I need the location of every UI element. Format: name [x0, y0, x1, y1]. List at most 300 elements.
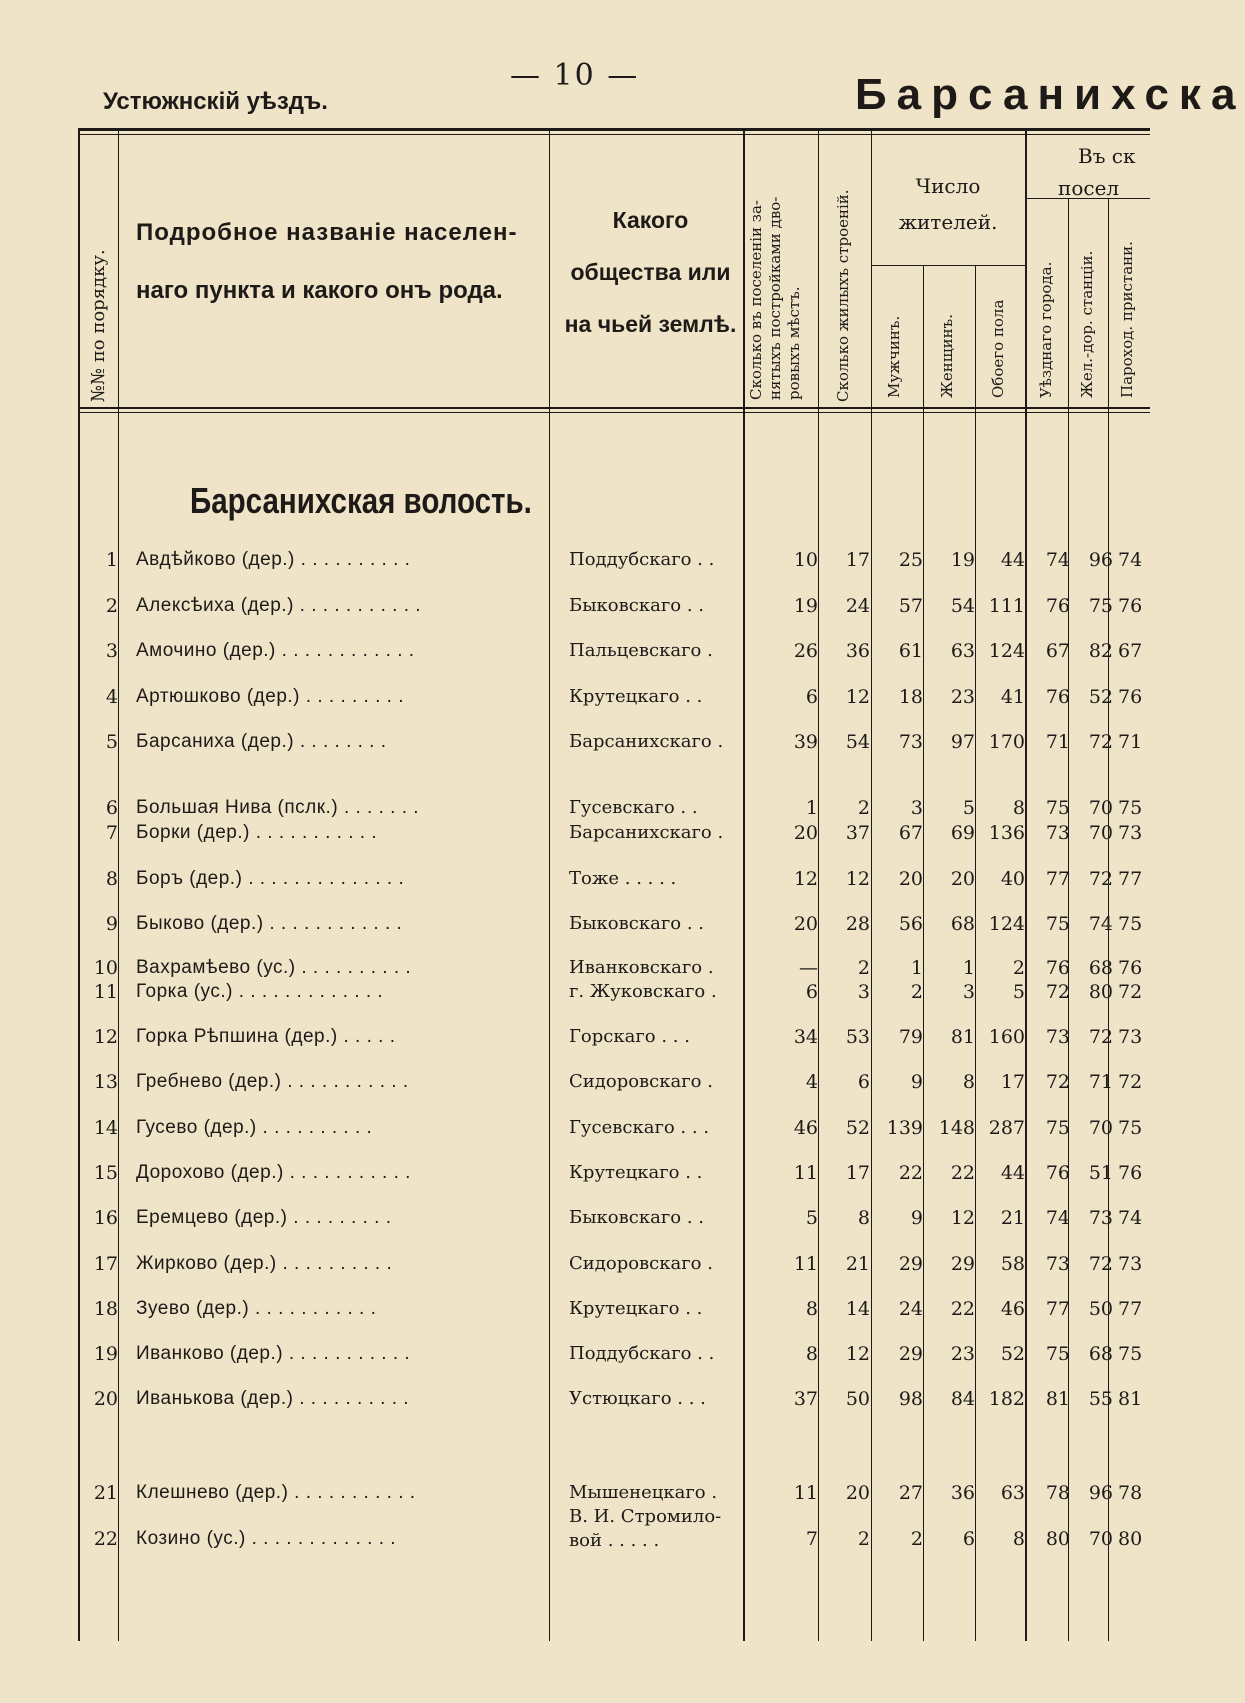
dist-town: 74	[1045, 1207, 1070, 1229]
dist-rail: 52	[1088, 686, 1113, 708]
col-households-header	[747, 197, 804, 400]
dist-pier: 77	[1118, 1298, 1143, 1320]
dist-rail: 51	[1088, 1162, 1113, 1184]
society-name: Крутецкаго . .	[569, 1162, 703, 1183]
households-count: 12	[793, 868, 818, 890]
households-count: 46	[793, 1117, 818, 1139]
households-count: 7	[805, 1528, 818, 1550]
society-name: Барсанихскаго .	[569, 822, 724, 843]
col-households-line: ровыхъ мѣстъ.	[785, 286, 803, 400]
dist-rail: 70	[1088, 797, 1113, 819]
society-name: Крутецкаго . .	[569, 686, 703, 707]
men-count: 27	[898, 1482, 923, 1504]
buildings-count: 2	[857, 957, 870, 979]
volost-running-title: Барсанихска	[855, 70, 1245, 119]
buildings-count: 37	[845, 822, 870, 844]
dist-town: 76	[1045, 957, 1070, 979]
dist-town: 67	[1045, 640, 1070, 662]
dist-rail: 72	[1088, 1026, 1113, 1048]
table-row	[0, 640, 1150, 664]
table-row	[0, 549, 1150, 573]
row-number: 13	[93, 1071, 118, 1093]
settlement-name: Амочино (дер.) . . . . . . . . . . . .	[136, 640, 415, 661]
households-count: 19	[793, 595, 818, 617]
row-number: 14	[93, 1117, 118, 1139]
row-number: 18	[93, 1298, 118, 1320]
men-count: 29	[898, 1253, 923, 1275]
dist-town: 72	[1045, 1071, 1070, 1093]
women-count: 63	[950, 640, 975, 662]
population-subrule	[871, 265, 1025, 266]
dist-rail: 70	[1088, 1117, 1113, 1139]
men-count: 3	[910, 797, 923, 819]
row-number: 9	[105, 913, 118, 935]
dist-town: 78	[1045, 1482, 1070, 1504]
col-distance-line: посел	[1058, 176, 1120, 200]
dist-rail: 68	[1088, 1343, 1113, 1365]
men-count: 1	[910, 957, 923, 979]
total-count: 8	[1012, 1528, 1025, 1550]
dist-town: 76	[1045, 686, 1070, 708]
total-count: 44	[1000, 1162, 1025, 1184]
dist-town: 75	[1045, 797, 1070, 819]
dist-town: 73	[1045, 1026, 1070, 1048]
dist-rail: 82	[1088, 640, 1113, 662]
settlement-name: Большая Нива (пслк.) . . . . . . .	[136, 797, 420, 818]
col-name-line: наго пункта и какого онъ рода.	[136, 277, 503, 304]
men-count: 61	[898, 640, 923, 662]
table-row	[0, 1117, 1150, 1141]
col-households-line: нятыхъ постройками дво-	[766, 196, 784, 400]
total-count: 287	[988, 1117, 1025, 1139]
society-name: Крутецкаго . .	[569, 1298, 703, 1319]
women-count: 19	[950, 549, 975, 571]
society-name: Тоже . . . . .	[569, 868, 677, 889]
table-row	[0, 913, 1150, 937]
row-number: 1	[105, 549, 118, 571]
women-count: 1	[962, 957, 975, 979]
dist-pier: 72	[1118, 981, 1143, 1003]
dist-rail: 71	[1088, 1071, 1113, 1093]
dist-town: 76	[1045, 595, 1070, 617]
women-count: 6	[962, 1528, 975, 1550]
settlement-name: Еремцево (дер.) . . . . . . . . .	[136, 1207, 392, 1228]
households-count: 6	[805, 686, 818, 708]
col-buildings-header: Сколько жилыхъ строеній.	[834, 189, 852, 402]
col-households-line: Сколько въ поселеніи за-	[747, 200, 765, 400]
dist-pier: 76	[1118, 686, 1143, 708]
men-count: 57	[898, 595, 923, 617]
dist-town: 76	[1045, 1162, 1070, 1184]
dist-pier: 75	[1118, 913, 1143, 935]
col-society-header	[558, 194, 743, 350]
settlement-name: Иванково (дер.) . . . . . . . . . . .	[136, 1343, 411, 1364]
buildings-count: 12	[845, 1343, 870, 1365]
total-count: 182	[988, 1388, 1025, 1410]
men-count: 25	[898, 549, 923, 571]
dist-pier: 74	[1118, 1207, 1143, 1229]
total-count: 124	[988, 640, 1025, 662]
uezd-title: Устюжнскій уѣздъ.	[103, 88, 328, 115]
households-count: 20	[793, 822, 818, 844]
col-distance-header	[1058, 140, 1158, 204]
row-number: 4	[105, 686, 118, 708]
row-number: 3	[105, 640, 118, 662]
settlement-name: Горка Рѣпшина (дер.) . . . . .	[136, 1026, 396, 1047]
table-row	[0, 1506, 1150, 1552]
buildings-count: 50	[845, 1388, 870, 1410]
dist-pier: 75	[1118, 1343, 1143, 1365]
total-count: 44	[1000, 549, 1025, 571]
settlement-name: Вахрамѣево (ус.) . . . . . . . . . .	[136, 957, 412, 978]
women-count: 12	[950, 1207, 975, 1229]
buildings-count: 17	[845, 1162, 870, 1184]
dist-town: 75	[1045, 1343, 1070, 1365]
households-count: 10	[793, 549, 818, 571]
women-count: 5	[962, 797, 975, 819]
buildings-count: 3	[857, 981, 870, 1003]
total-count: 52	[1000, 1343, 1025, 1365]
settlement-name: Гребнево (дер.) . . . . . . . . . . .	[136, 1071, 409, 1092]
table-row	[0, 822, 1150, 846]
dist-town: 74	[1045, 549, 1070, 571]
dist-pier: 75	[1118, 1117, 1143, 1139]
row-number: 17	[93, 1253, 118, 1275]
society-name: Сидоровскаго .	[569, 1253, 713, 1274]
row-number: 21	[93, 1482, 118, 1504]
society-name-cont: вой . . . . .	[569, 1530, 660, 1551]
men-count: 29	[898, 1343, 923, 1365]
row-number: 7	[105, 822, 118, 844]
col-population-header	[871, 168, 1025, 240]
total-count: 40	[1000, 868, 1025, 890]
dist-pier: 67	[1118, 640, 1143, 662]
dist-pier: 73	[1118, 1253, 1143, 1275]
men-count: 18	[898, 686, 923, 708]
col-society-line: на чьей землѣ.	[564, 311, 737, 337]
row-number: 11	[93, 981, 118, 1003]
col-name-header	[136, 208, 536, 316]
row-number: 5	[105, 731, 118, 753]
dist-rail: 73	[1088, 1207, 1113, 1229]
buildings-count: 6	[857, 1071, 870, 1093]
total-count: 21	[1000, 1207, 1025, 1229]
settlement-name: Гусево (дер.) . . . . . . . . . .	[136, 1117, 373, 1138]
households-count: 4	[805, 1071, 818, 1093]
dist-rail: 74	[1088, 913, 1113, 935]
row-number: 15	[93, 1162, 118, 1184]
buildings-count: 53	[845, 1026, 870, 1048]
society-name: Быковскаго . .	[569, 595, 704, 616]
women-count: 81	[950, 1026, 975, 1048]
col-town-header: Уѣзднаго города.	[1037, 261, 1055, 398]
buildings-count: 28	[845, 913, 870, 935]
settlement-name: Клешнево (дер.) . . . . . . . . . . .	[136, 1482, 416, 1503]
dist-town: 77	[1045, 1298, 1070, 1320]
buildings-count: 21	[845, 1253, 870, 1275]
table-row	[0, 957, 1150, 981]
total-count: 63	[1000, 1482, 1025, 1504]
total-count: 8	[1012, 797, 1025, 819]
table-row	[0, 868, 1150, 892]
women-count: 3	[962, 981, 975, 1003]
total-count: 170	[988, 731, 1025, 753]
total-count: 46	[1000, 1298, 1025, 1320]
women-count: 29	[950, 1253, 975, 1275]
men-count: 9	[910, 1071, 923, 1093]
women-count: 23	[950, 1343, 975, 1365]
men-count: 24	[898, 1298, 923, 1320]
society-name: Гусевскаго . .	[569, 797, 698, 818]
buildings-count: 12	[845, 868, 870, 890]
households-count: 26	[793, 640, 818, 662]
dist-rail: 70	[1088, 822, 1113, 844]
society-name: Поддубскаго . .	[569, 1343, 715, 1364]
total-count: 58	[1000, 1253, 1025, 1275]
settlement-name: Борки (дер.) . . . . . . . . . . .	[136, 822, 378, 843]
society-name: Быковскаго . .	[569, 1207, 704, 1228]
col-rule	[923, 265, 924, 1641]
buildings-count: 8	[857, 1207, 870, 1229]
row-number: 12	[93, 1026, 118, 1048]
total-count: 41	[1000, 686, 1025, 708]
row-number: 20	[93, 1388, 118, 1410]
men-count: 79	[898, 1026, 923, 1048]
col-society-line: общества или	[570, 259, 731, 285]
dist-pier: 78	[1118, 1482, 1143, 1504]
settlement-name: Козино (ус.) . . . . . . . . . . . . .	[136, 1528, 397, 1549]
dist-town: 73	[1045, 822, 1070, 844]
col-distance-line: Въ ск	[1078, 144, 1136, 168]
header-bottom-rule	[78, 407, 1150, 409]
households-count: 37	[793, 1388, 818, 1410]
table-row	[0, 1388, 1150, 1412]
households-count: 1	[805, 797, 818, 819]
row-number: 16	[93, 1207, 118, 1229]
row-number: 6	[105, 797, 118, 819]
table-row	[0, 1207, 1150, 1231]
dist-rail: 75	[1088, 595, 1113, 617]
dist-pier: 81	[1118, 1388, 1143, 1410]
society-name: Барсанихскаго .	[569, 731, 724, 752]
settlement-name: Алексѣиха (дер.) . . . . . . . . . . .	[136, 595, 422, 616]
women-count: 36	[950, 1482, 975, 1504]
buildings-count: 2	[857, 1528, 870, 1550]
buildings-count: 52	[845, 1117, 870, 1139]
society-name: Иванковскаго .	[569, 957, 714, 978]
men-count: 2	[910, 1528, 923, 1550]
households-count: 20	[793, 913, 818, 935]
women-count: 69	[950, 822, 975, 844]
dist-rail: 96	[1088, 1482, 1113, 1504]
dist-pier: 77	[1118, 868, 1143, 890]
buildings-count: 12	[845, 686, 870, 708]
col-rule	[975, 265, 976, 1641]
total-count: 136	[988, 822, 1025, 844]
households-count: 11	[793, 1253, 818, 1275]
col-name-line: Подробное названіе населен-	[136, 219, 518, 246]
page-number: — 10 —	[510, 58, 640, 93]
men-count: 20	[898, 868, 923, 890]
col-population-line: жителей.	[898, 210, 998, 234]
society-name: Поддубскаго . .	[569, 549, 715, 570]
total-count: 160	[988, 1026, 1025, 1048]
men-count: 73	[898, 731, 923, 753]
households-count: 5	[805, 1207, 818, 1229]
dist-rail: 70	[1088, 1528, 1113, 1550]
men-count: 2	[910, 981, 923, 1003]
total-count: 124	[988, 913, 1025, 935]
dist-pier: 72	[1118, 1071, 1143, 1093]
col-women-header: Женщинъ.	[938, 314, 956, 398]
row-number: 2	[105, 595, 118, 617]
col-both-header: Обоего пола	[989, 299, 1007, 398]
men-count: 22	[898, 1162, 923, 1184]
households-count: 6	[805, 981, 818, 1003]
buildings-count: 14	[845, 1298, 870, 1320]
col-rail-header: Жел.-дор. станціи.	[1078, 250, 1096, 398]
dist-town: 75	[1045, 913, 1070, 935]
dist-town: 80	[1045, 1528, 1070, 1550]
men-count: 139	[886, 1117, 923, 1139]
settlement-name: Жирково (дер.) . . . . . . . . . .	[136, 1253, 393, 1274]
settlement-name: Барсаниха (дер.) . . . . . . . .	[136, 731, 387, 752]
settlement-name: Боръ (дер.) . . . . . . . . . . . . . .	[136, 868, 405, 889]
buildings-count: 2	[857, 797, 870, 819]
table-row	[0, 1298, 1150, 1322]
settlement-name: Горка (ус.) . . . . . . . . . . . . .	[136, 981, 384, 1002]
buildings-count: 24	[845, 595, 870, 617]
buildings-count: 54	[845, 731, 870, 753]
settlement-name: Иванькова (дер.) . . . . . . . . . .	[136, 1388, 410, 1409]
men-count: 67	[898, 822, 923, 844]
buildings-count: 17	[845, 549, 870, 571]
dist-rail: 68	[1088, 957, 1113, 979]
dist-town: 81	[1045, 1388, 1070, 1410]
society-name: Гусевскаго . . .	[569, 1117, 710, 1138]
row-number: 19	[93, 1343, 118, 1365]
table-row	[0, 1482, 1150, 1506]
men-count: 56	[898, 913, 923, 935]
society-name: Устюцкаго . . .	[569, 1388, 706, 1409]
table-row	[0, 595, 1150, 619]
row-number: 8	[105, 868, 118, 890]
women-count: 22	[950, 1298, 975, 1320]
dist-pier: 80	[1118, 1528, 1143, 1550]
dist-rail: 50	[1088, 1298, 1113, 1320]
dist-town: 73	[1045, 1253, 1070, 1275]
women-count: 97	[950, 731, 975, 753]
women-count: 23	[950, 686, 975, 708]
dist-pier: 74	[1118, 549, 1143, 571]
households-count: 34	[793, 1026, 818, 1048]
households-count: 8	[805, 1298, 818, 1320]
buildings-count: 20	[845, 1482, 870, 1504]
society-name: В. И. Стромило-	[569, 1506, 722, 1527]
households-count: —	[799, 957, 818, 979]
table-row	[0, 1071, 1150, 1095]
dist-rail: 96	[1088, 549, 1113, 571]
table-row	[0, 686, 1150, 710]
households-count: 11	[793, 1482, 818, 1504]
men-count: 9	[910, 1207, 923, 1229]
section-title: Барсанихская волость.	[190, 480, 532, 521]
households-count: 8	[805, 1343, 818, 1365]
col-no-header: №№ по порядку.	[88, 249, 109, 402]
society-name: Горскаго . . .	[569, 1026, 690, 1047]
society-name: г. Жуковскаго .	[569, 981, 717, 1002]
dist-pier: 73	[1118, 1026, 1143, 1048]
women-count: 8	[962, 1071, 975, 1093]
total-count: 5	[1012, 981, 1025, 1003]
dist-pier: 76	[1118, 595, 1143, 617]
col-society-line: Какого	[612, 207, 689, 233]
settlement-name: Зуево (дер.) . . . . . . . . . . .	[136, 1298, 377, 1319]
women-count: 84	[950, 1388, 975, 1410]
men-count: 98	[898, 1388, 923, 1410]
dist-pier: 71	[1118, 731, 1143, 753]
total-count: 17	[1000, 1071, 1025, 1093]
dist-pier: 75	[1118, 797, 1143, 819]
top-rule-thin	[78, 134, 1150, 135]
table-row	[0, 1162, 1150, 1186]
table-row	[0, 1253, 1150, 1277]
total-count: 2	[1012, 957, 1025, 979]
dist-town: 75	[1045, 1117, 1070, 1139]
dist-rail: 72	[1088, 868, 1113, 890]
dist-pier: 73	[1118, 822, 1143, 844]
total-count: 111	[988, 595, 1025, 617]
dist-rail: 55	[1088, 1388, 1113, 1410]
col-pier-header: Пароход. пристани.	[1118, 241, 1136, 398]
table-row	[0, 797, 1150, 821]
settlement-name: Артюшково (дер.) . . . . . . . . .	[136, 686, 405, 707]
table-row	[0, 981, 1150, 1005]
col-men-header: Мужчинъ.	[885, 315, 903, 398]
society-name: Быковскаго . .	[569, 913, 704, 934]
dist-town: 77	[1045, 868, 1070, 890]
households-count: 11	[793, 1162, 818, 1184]
society-name: Мышенецкаго .	[569, 1482, 718, 1503]
women-count: 54	[950, 595, 975, 617]
header-bottom-rule-thin	[78, 412, 1150, 413]
table-row	[0, 731, 1150, 755]
top-double-rule	[78, 128, 1150, 131]
society-name: Пальцевскаго .	[569, 640, 713, 661]
col-population-line: Число	[915, 174, 981, 198]
dist-town: 71	[1045, 731, 1070, 753]
row-number: 10	[93, 957, 118, 979]
dist-pier: 76	[1118, 1162, 1143, 1184]
table-row	[0, 1343, 1150, 1367]
society-name: Сидоровскаго .	[569, 1071, 713, 1092]
women-count: 22	[950, 1162, 975, 1184]
women-count: 68	[950, 913, 975, 935]
buildings-count: 36	[845, 640, 870, 662]
settlement-name: Дорохово (дер.) . . . . . . . . . . .	[136, 1162, 411, 1183]
women-count: 148	[938, 1117, 975, 1139]
dist-pier: 76	[1118, 957, 1143, 979]
row-number: 22	[93, 1528, 118, 1550]
dist-rail: 72	[1088, 731, 1113, 753]
table-row	[0, 1026, 1150, 1050]
dist-rail: 80	[1088, 981, 1113, 1003]
women-count: 20	[950, 868, 975, 890]
settlement-name: Авдѣйково (дер.) . . . . . . . . . .	[136, 549, 411, 570]
households-count: 39	[793, 731, 818, 753]
dist-town: 72	[1045, 981, 1070, 1003]
dist-rail: 72	[1088, 1253, 1113, 1275]
